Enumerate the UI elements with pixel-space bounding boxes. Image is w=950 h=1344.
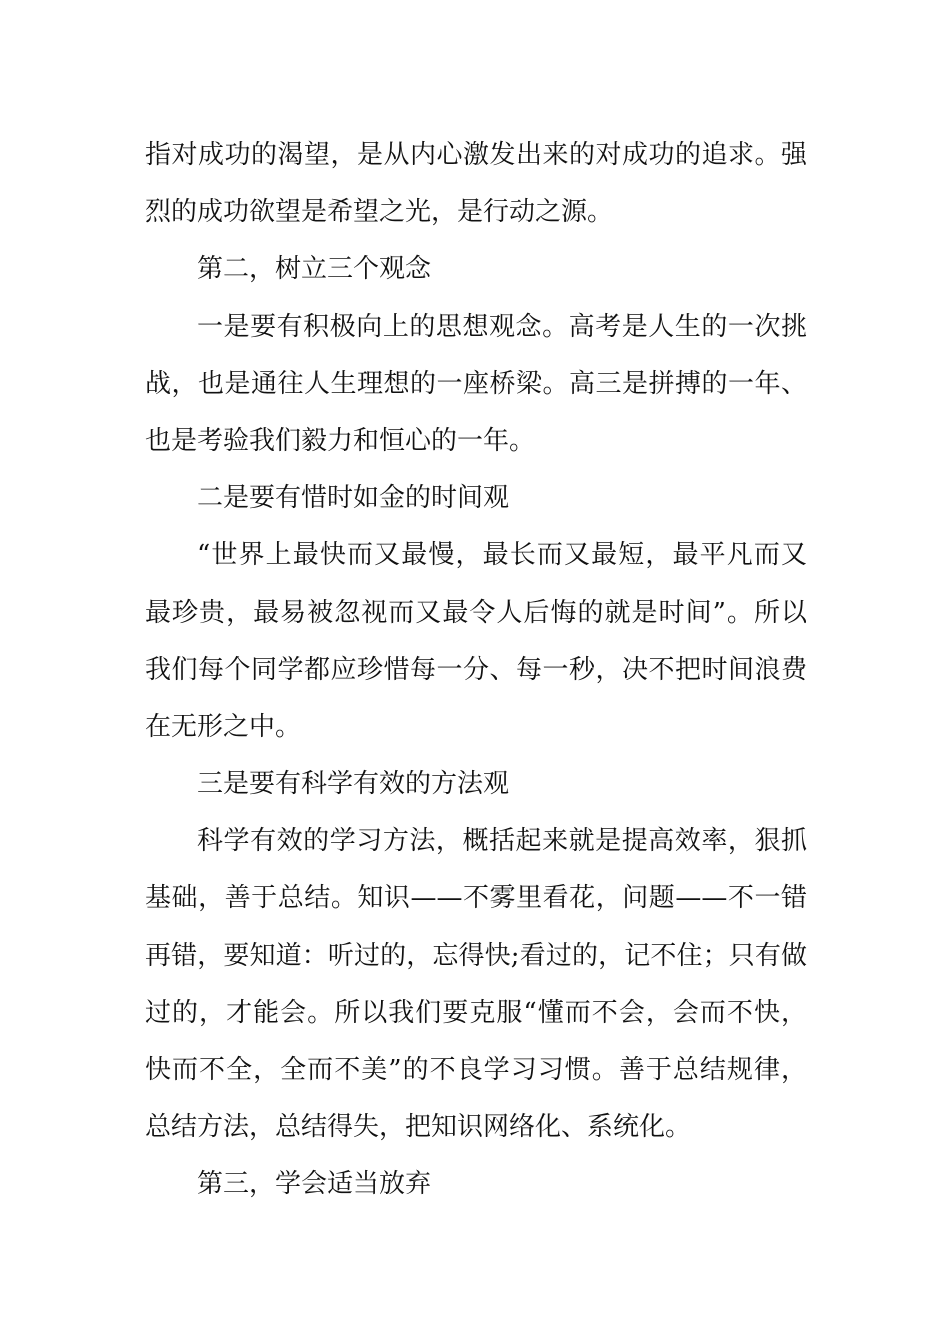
section-heading: 第二，树立三个观念 xyxy=(197,254,432,285)
section-heading: 第三，学会适当放弃 xyxy=(197,1169,432,1200)
text-line: 总结方法，总结得失，把知识网络化、系统化。 xyxy=(145,1112,692,1143)
text-line: 快而不全，全而不美”的不良学习习惯。善于总结规律， xyxy=(145,1055,807,1085)
text-line: 在无形之中。 xyxy=(145,711,302,742)
subsection-heading: 二是要有惜时如金的时间观 xyxy=(197,483,510,514)
text-line: “世界上最快而又最慢，最长而又最短，最平凡而又 xyxy=(197,540,807,571)
text-line: 科学有效的学习方法，概括起来就是提高效率，狠抓 xyxy=(197,826,807,857)
text-line: 一是要有积极向上的思想观念。高考是人生的一次挑 xyxy=(197,311,807,342)
subsection-heading: 三是要有科学有效的方法观 xyxy=(197,769,510,800)
text-line: 烈的成功欲望是希望之光，是行动之源。 xyxy=(145,197,614,228)
text-line: 再错，要知道：听过的，忘得快;看过的，记不住；只有做 xyxy=(145,940,807,971)
text-line: 我们每个同学都应珍惜每一分、每一秒，决不把时间浪费 xyxy=(145,654,807,685)
text-line: 指对成功的渴望，是从内心激发出来的对成功的追求。强 xyxy=(145,140,807,170)
document-body xyxy=(145,127,807,1214)
text-line: 基础，善于总结。知识——不雾里看花，问题——不一错 xyxy=(145,883,807,914)
text-line: 最珍贵，最易被忽视而又最令人后悔的就是时间”。所以 xyxy=(145,597,807,628)
text-line: 战，也是通往人生理想的一座桥梁。高三是拼搏的一年、 xyxy=(145,368,807,399)
text-line: 也是考验我们毅力和恒心的一年。 xyxy=(145,425,536,456)
text-line: 过的，才能会。所以我们要克服“懂而不会，会而不快， xyxy=(145,997,807,1028)
